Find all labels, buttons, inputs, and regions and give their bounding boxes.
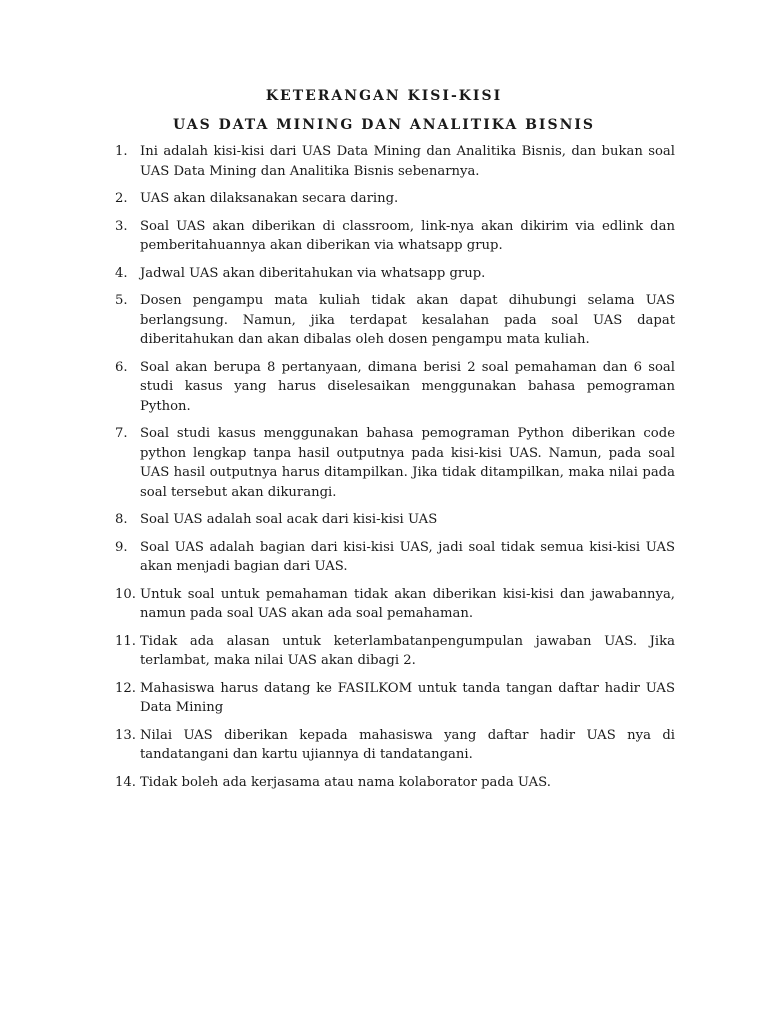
list-item: [115, 264, 675, 284]
list-item: [115, 773, 675, 793]
list-item-number: 6.: [115, 359, 128, 375]
list-item: [115, 679, 675, 718]
list-item: [115, 217, 675, 256]
list-item-number: 4.: [115, 265, 128, 281]
list-item-number: 8.: [115, 512, 128, 527]
list-item-number: 12.: [115, 680, 136, 696]
list-item: [115, 538, 675, 577]
document-subtitle: UAS DATA MINING DAN ANALITIKA BISNIS: [172, 117, 596, 133]
list-item: [115, 189, 675, 209]
list-item-text: Tidak boleh ada kerjasama atau nama kolaborator pada UAS.: [140, 774, 551, 790]
list-item-number: 3.: [115, 218, 128, 234]
list-item-number: 11.: [115, 633, 136, 649]
list-item-text: Soal akan berupa 8 pertanyaan, dimana berisi 2 soal pemahaman dan 6 soal studi kasus yang harus diselesaikan menggunakan bahasa pemograman Python.: [140, 359, 675, 414]
list-item-text: Nilai UAS diberikan kepada mahasiswa yang daftar hadir UAS nya di tandatangani dan kartu ujiannya di tandatangani.: [140, 727, 675, 762]
list-item-text: Soal UAS akan diberikan di classroom, link-nya akan dikirim via edlink dan pemberitahuannya akan diberikan via whatsapp grup.: [140, 218, 675, 253]
list-item-number: 14.: [115, 774, 136, 790]
list-item-text: Jadwal UAS akan diberitahukan via whatsapp grup.: [140, 265, 486, 281]
list-item: [115, 424, 675, 502]
list-item-text: Soal UAS adalah bagian dari kisi-kisi UAS, jadi soal tidak semua kisi-kisi UAS akan menjadi bagian dari UAS.: [140, 539, 675, 574]
list-item-text: Tidak ada alasan untuk keterlambatanpengumpulan jawaban UAS. Jika terlambat, maka nilai UAS akan dibagi 2.: [140, 633, 675, 668]
list-item-text: Ini adalah kisi-kisi dari UAS Data Mining dan Analitika Bisnis, dan bukan soal UAS Data Mining dan Analitika Bisnis sebenarnya.: [140, 144, 675, 179]
list-item-number: 9.: [115, 539, 128, 555]
list-item-number: 2.: [115, 191, 128, 206]
list-item: [115, 142, 675, 181]
list-item-number: 10.: [115, 586, 136, 602]
list-item-text: Mahasiswa harus datang ke FASILKOM untuk tanda tangan daftar hadir UAS Data Mining: [140, 680, 675, 715]
list-item-text: Untuk soal untuk pemahaman tidak akan diberikan kisi-kisi dan jawabannya, namun pada soal UAS akan ada soal pemahaman.: [140, 586, 675, 621]
list-item: [115, 632, 675, 671]
list-item-text: Soal studi kasus menggunakan bahasa pemograman Python diberikan code python lengkap tanpa hasil outputnya pada kisi-kisi UAS. Namun, pada soal UAS hasil outputnya harus ditampilkan. Jika tidak ditampilkan, maka nilai pada soal tersebut akan dikurangi.: [140, 426, 675, 500]
list-item-number: 7.: [115, 426, 128, 441]
list-item-number: 1.: [115, 144, 128, 159]
list-item: [115, 585, 675, 624]
list-item-number: 13.: [115, 727, 136, 743]
list-item-text: Dosen pengampu mata kuliah tidak akan dapat dihubungi selama UAS berlangsung. Namun, jika terdapat kesalahan pada soal UAS dapat diberitahukan dan akan dibalas oleh dosen pengampu mata kuliah.: [140, 293, 675, 347]
list-item: [115, 358, 675, 417]
list-item: [115, 726, 675, 765]
list-item-number: 5.: [115, 293, 128, 308]
list-item: [115, 510, 675, 530]
list-item-text: Soal UAS adalah soal acak dari kisi-kisi UAS: [140, 512, 438, 527]
list-item: [115, 291, 675, 350]
list-item-text: UAS akan dilaksanakan secara daring.: [140, 191, 399, 206]
document-title: KETERANGAN KISI-KISI: [265, 88, 503, 104]
rules-list: [115, 142, 675, 800]
